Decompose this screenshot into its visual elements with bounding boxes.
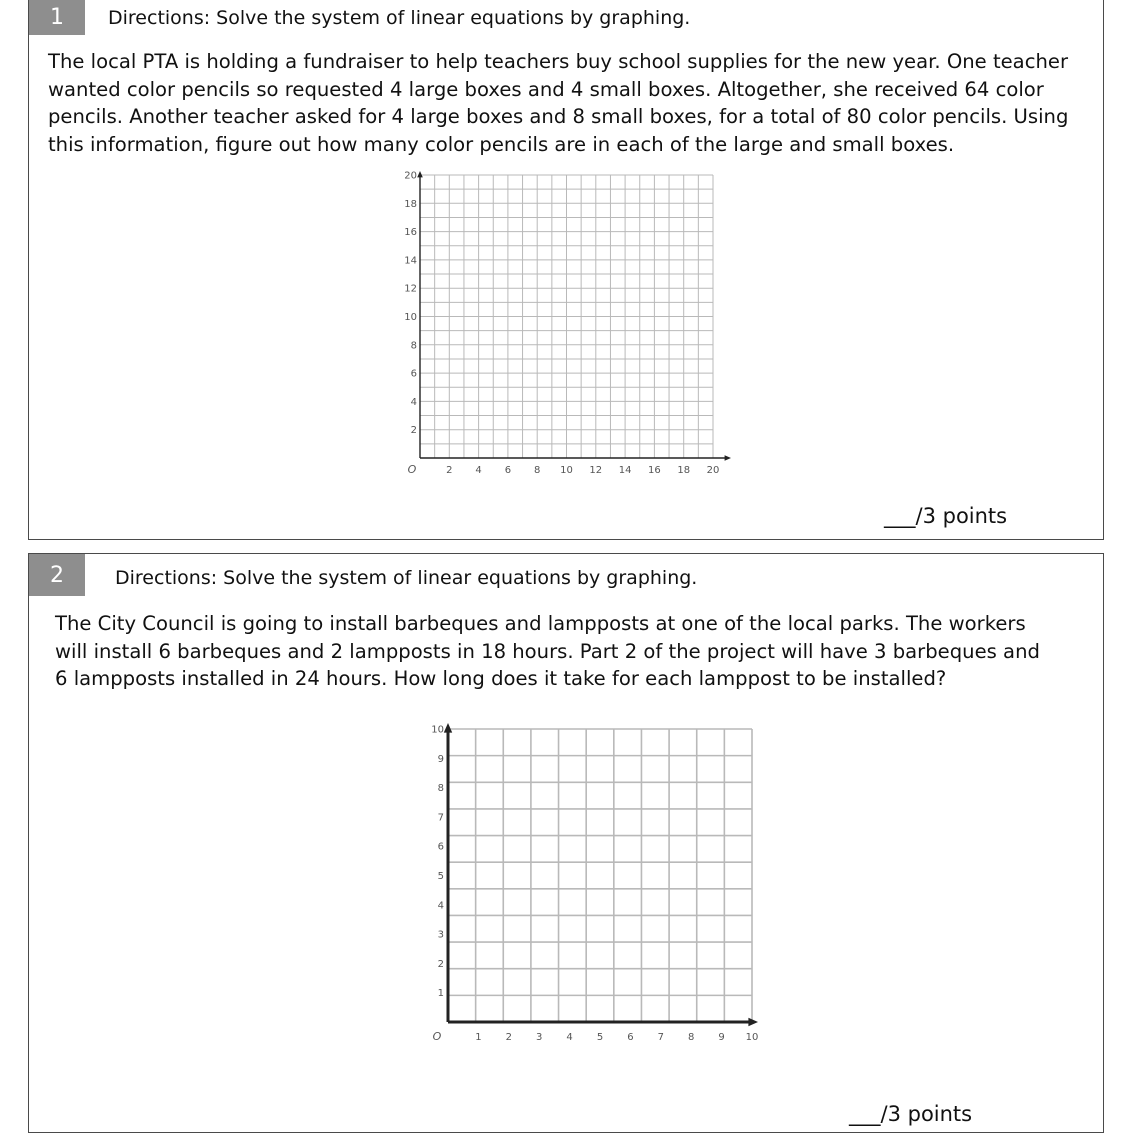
y-tick-label: 4: [410, 396, 417, 408]
y-tick-label: 16: [404, 227, 417, 239]
x-tick-label: 2: [446, 465, 453, 476]
x-tick-label: 5: [596, 1032, 604, 1043]
problem-directions: Directions: Solve the system of linear equations by graphing.: [115, 567, 698, 589]
x-tick-label: 1: [475, 1032, 482, 1043]
y-tick-label: 20: [404, 170, 417, 182]
x-tick-label: 18: [677, 465, 691, 476]
x-tick-label: 10: [745, 1032, 759, 1043]
y-tick-label: 18: [404, 198, 417, 210]
y-tick-label: 10: [431, 724, 444, 736]
y-tick-label: 10: [404, 312, 417, 323]
y-tick-label: 3: [437, 929, 444, 941]
problem-text: The City Council is going to install barbeques and lampposts at one of the local parks. The workers will install 6 barbeques and 2 lampposts in 18 hours. Part 2 of the project will have 3 barbeques and 6 lampposts installed in 24 hours. How long does it take for each lamppost to be installed?: [55, 612, 1040, 690]
y-tick-label: 6: [410, 368, 417, 380]
x-tick-label: 6: [504, 465, 512, 476]
x-tick-label: 20: [706, 465, 720, 476]
y-axis-arrow-icon: [417, 171, 423, 177]
x-tick-label: 10: [560, 465, 573, 476]
x-tick-label: 7: [657, 1032, 664, 1043]
x-tick-label: 3: [536, 1032, 543, 1043]
y-tick-label: 4: [437, 900, 444, 912]
x-tick-label: 4: [566, 1032, 573, 1043]
origin-label: O: [432, 1030, 442, 1043]
y-tick-label: 1: [437, 988, 444, 1000]
y-tick-label: 12: [404, 283, 417, 295]
y-tick-label: 2: [437, 958, 444, 970]
points-label: ___/3 points: [884, 504, 1008, 528]
x-tick-label: 14: [618, 465, 632, 476]
x-tick-label: 16: [648, 465, 661, 476]
x-tick-label: 8: [534, 465, 541, 476]
points-label: ___/3 points: [849, 1102, 973, 1126]
y-tick-label: 7: [437, 812, 444, 824]
x-axis-arrow-icon: [725, 455, 731, 461]
problem-number-badge: 2: [29, 554, 85, 596]
y-tick-label: 6: [437, 841, 444, 853]
origin-label: O: [407, 463, 417, 476]
x-tick-label: 2: [505, 1032, 512, 1043]
y-tick-label: 9: [437, 753, 444, 765]
x-tick-label: 8: [688, 1032, 695, 1043]
y-tick-label: 14: [404, 255, 417, 267]
x-tick-label: 9: [718, 1032, 725, 1043]
y-tick-label: 8: [410, 340, 417, 352]
problem-number-badge: 1: [29, 0, 85, 35]
problem-directions: Directions: Solve the system of linear equations by graphing.: [108, 7, 691, 29]
y-tick-label: 5: [437, 871, 444, 882]
y-tick-label: 2: [410, 425, 417, 437]
x-tick-label: 4: [475, 465, 482, 476]
x-tick-label: 6: [627, 1032, 634, 1043]
x-tick-label: 12: [589, 465, 603, 476]
problem-text: The local PTA is holding a fundraiser to help teachers buy school supplies for the new year. One teacher wanted color pencils so requested 4 large boxes and 4 small boxes. Altogether, she received 64 color pencils. Another teacher asked for 4 large boxes and 8 small boxes, for a total of 80 color pencils. Using this information, figure out how many color pencils are in each of the large and small boxes.: [48, 50, 1069, 156]
y-tick-label: 8: [437, 783, 444, 795]
